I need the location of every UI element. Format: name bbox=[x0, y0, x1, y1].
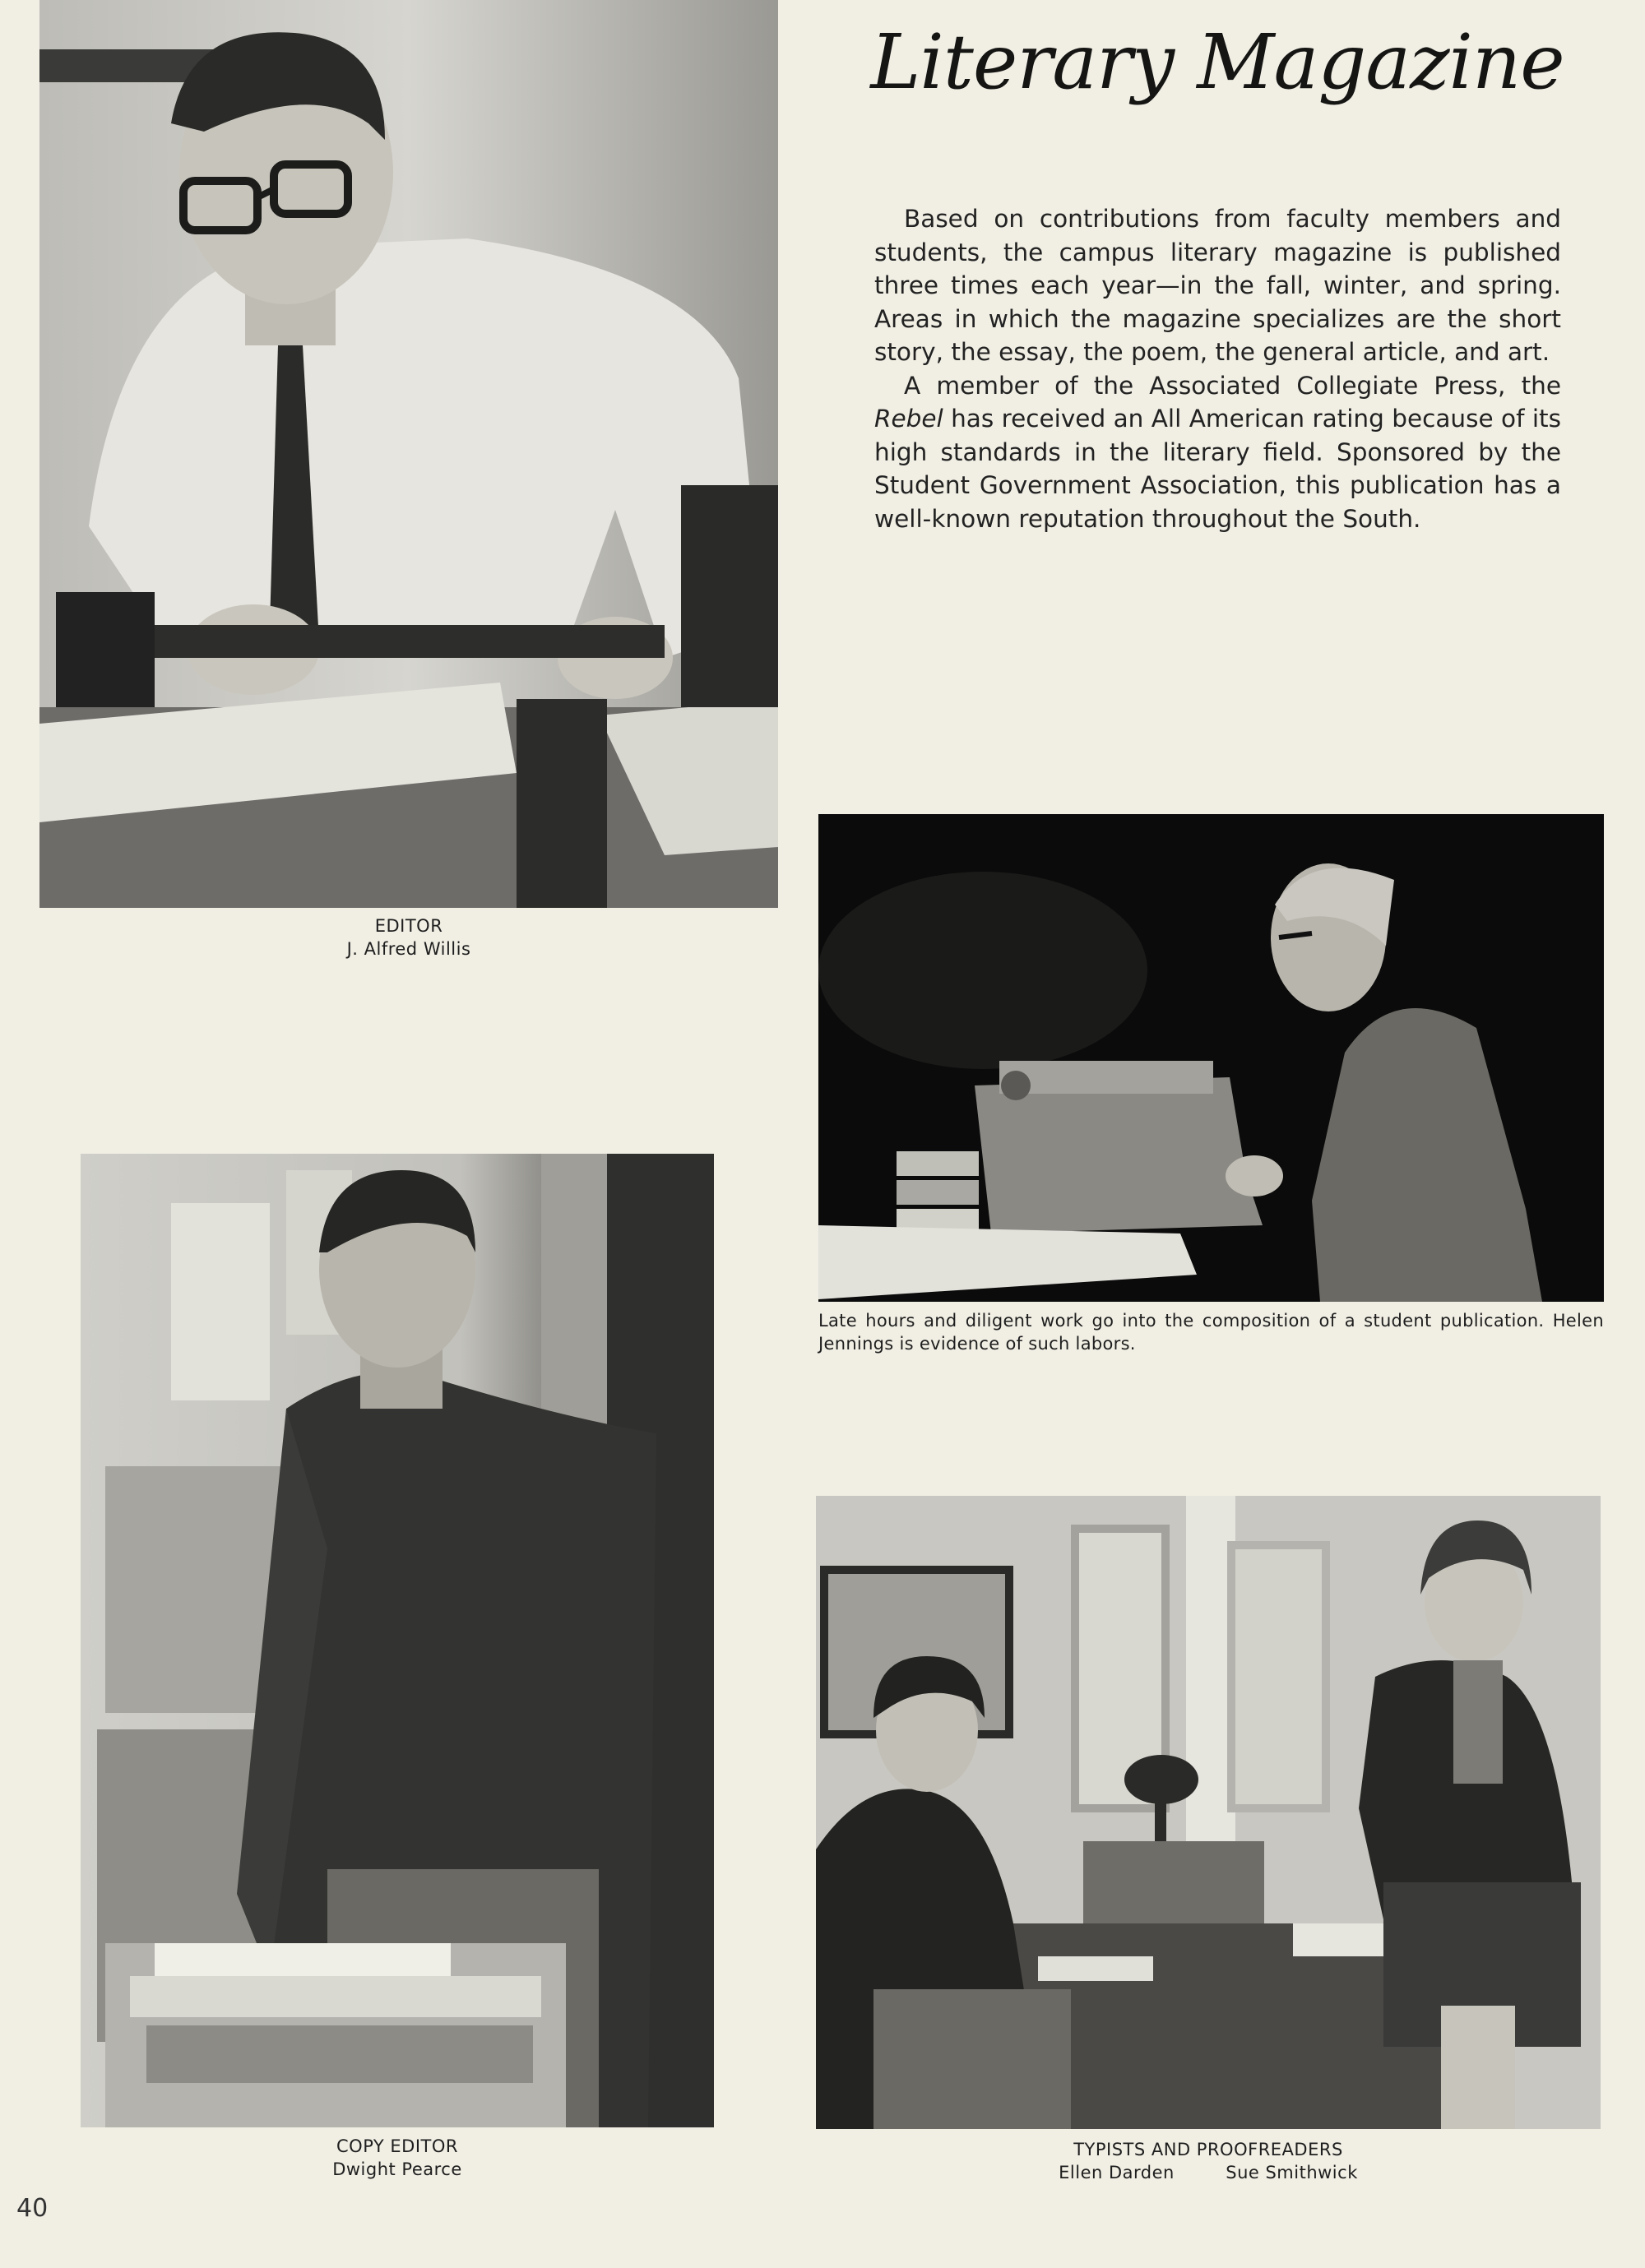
typing-photo bbox=[818, 814, 1604, 1302]
magazine-name: Rebel bbox=[874, 405, 943, 433]
typists-names bbox=[816, 2161, 1601, 2184]
typists-caption bbox=[816, 2138, 1601, 2184]
editor-caption bbox=[39, 914, 778, 960]
copy-editor-photo bbox=[81, 1154, 714, 2127]
copy-editor-name: Dwight Pearce bbox=[332, 2159, 462, 2179]
page-number: 40 bbox=[16, 2194, 49, 2223]
typists-role: TYPISTS AND PROOFREADERS bbox=[1073, 2140, 1343, 2159]
editor-photo bbox=[39, 0, 778, 908]
typist-name: Ellen Darden bbox=[1059, 2163, 1175, 2182]
paragraph-1: Based on contributions from faculty members and students, the campus literary magazine is published three times each year—in the fall, winter, and spring. Areas in which the magazine specializes are the short story, the essay, the poem, the general article, and art. bbox=[874, 205, 1561, 366]
paragraph-2-end: has received an All American rating because of its high standards in the literary field. Sponsored by the Student Government Association, this publication has a well-known reputation throughout the South. bbox=[874, 405, 1561, 533]
article-body bbox=[874, 202, 1561, 535]
page-title: Literary Magazine bbox=[870, 18, 1564, 106]
copy-editor-caption bbox=[81, 2135, 714, 2181]
typists-photo bbox=[816, 1496, 1601, 2129]
paragraph-2 bbox=[874, 369, 1561, 536]
typing-caption: Late hours and diligent work go into the composition of a student publication. Helen Jennings is evidence of such labors. bbox=[818, 1311, 1604, 1354]
paragraph-2-start: A member of the Associated Collegiate Press, the bbox=[904, 371, 1561, 400]
editor-role: EDITOR bbox=[374, 916, 443, 936]
copy-editor-role: COPY EDITOR bbox=[336, 2136, 458, 2156]
editor-name: J. Alfred Willis bbox=[346, 939, 471, 959]
typist-name: Sue Smithwick bbox=[1226, 2163, 1358, 2182]
